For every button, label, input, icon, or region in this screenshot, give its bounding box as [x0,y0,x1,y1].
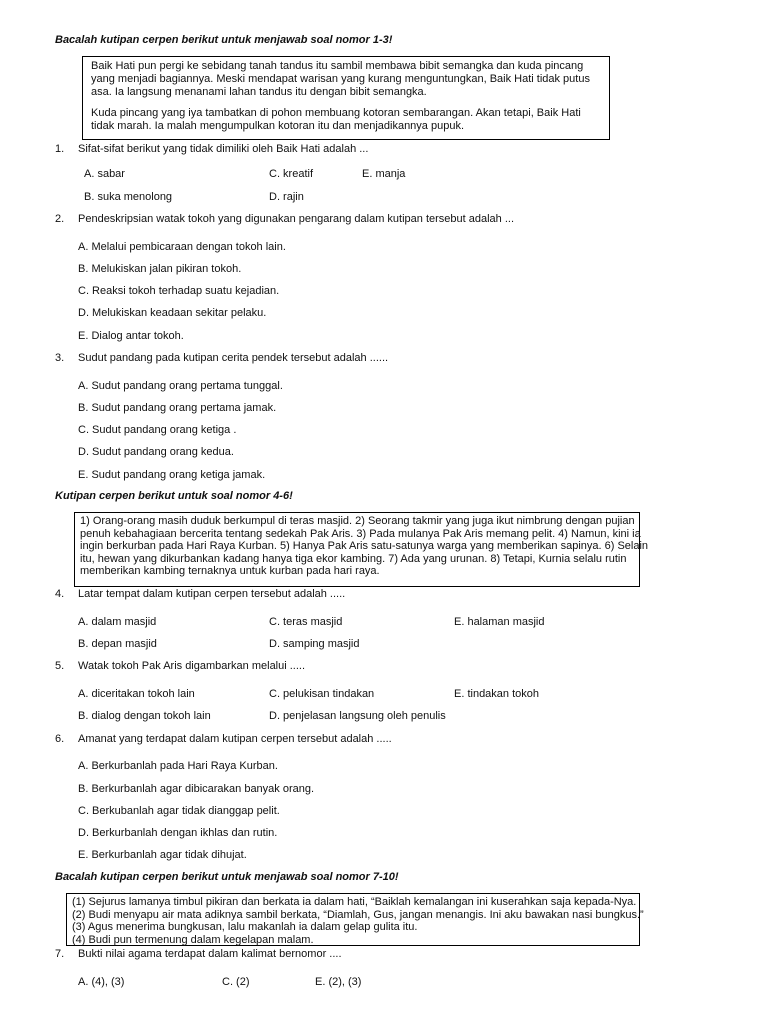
question-text: Bukti nilai agama terdapat dalam kalimat bernomor .... [78,948,342,960]
option-e[interactable]: E. Berkurbanlah agar tidak dihujat. [78,849,247,861]
option-b[interactable]: B. suka menolong [84,191,173,203]
option-c[interactable]: C. (2) [222,976,250,988]
option-c[interactable]: C. kreatif [269,168,314,180]
option-b[interactable]: B. depan masjid [78,638,157,650]
option-d[interactable]: D. Berkurbanlah dengan ikhlas dan rutin. [78,827,278,839]
option-c[interactable]: C. Berkubanlah agar tidak dianggap pelit. [78,805,280,817]
option-b[interactable]: B. Melukiskan jalan pikiran tokoh. [78,263,242,275]
option-a[interactable]: A. Melalui pembicaraan dengan tokoh lain. [78,241,286,253]
question-text: Sifat-sifat berikut yang tidak dimiliki oleh Baik Hati adalah ... [78,143,369,155]
section-heading-2: Kutipan cerpen berikut untuk soal nomor 4-6! [55,490,293,502]
option-e[interactable]: E. Dialog antar tokoh. [78,330,184,342]
passage-box-3 [66,893,644,946]
question-number: 4. [55,588,65,600]
option-e[interactable]: E. manja [362,168,406,180]
passage-line: ingin berkurban pada Hari Raya Kurban. 5) Hanya Pak Aris satu-satunya warga yang memberikan sapinya. 6) Selain [80,540,649,552]
question-text: Latar tempat dalam kutipan cerpen tersebut adalah ..... [78,588,346,600]
option-d[interactable]: D. Melukiskan keadaan sekitar pelaku. [78,307,267,319]
passage-paragraph: Kuda pincang yang iya tambatkan di pohon membuang kotoran sembarangan. Akan tetapi, Baik Hati tidak marah. Ia malah mengumpulkan kotoran itu dan menjadikannya pupuk. [91,107,581,132]
passage-line: itu, hewan yang dikurbankan kadang hanya tiga ekor kambing. 7) Ada yang urunan. 8) Tetapi, Kurnia selalu rutin [80,552,627,565]
option-a[interactable]: A. diceritakan tokoh lain [78,688,195,700]
option-e[interactable]: E. tindakan tokoh [454,688,540,700]
option-d[interactable]: D. rajin [269,191,304,203]
option-d[interactable]: D. penjelasan langsung oleh penulis [269,710,446,722]
option-c[interactable]: C. Sudut pandang orang ketiga . [78,424,237,436]
option-d[interactable]: D. samping masjid [269,638,360,650]
option-c[interactable]: C. Reaksi tokoh terhadap suatu kejadian. [78,285,280,297]
option-e[interactable]: E. (2), (3) [315,976,362,988]
passage-line: 1) Orang-orang masih duduk berkumpul di teras masjid. 2) Seorang takmir yang juga ikut nimbrung dengan pujian [80,515,635,527]
option-e[interactable]: E. halaman masjid [454,616,545,628]
option-a[interactable]: A. Sudut pandang orang pertama tunggal. [78,380,283,392]
question-text: Amanat yang terdapat dalam kutipan cerpen tersebut adalah ..... [78,733,392,745]
option-e[interactable]: E. Sudut pandang orang ketiga jamak. [78,469,266,481]
option-b[interactable]: B. Sudut pandang orang pertama jamak. [78,402,277,414]
option-a[interactable]: A. dalam masjid [78,616,157,628]
option-c[interactable]: C. pelukisan tindakan [269,688,375,700]
option-d[interactable]: D. Sudut pandang orang kedua. [78,446,234,458]
question-text: Pendeskripsian watak tokoh yang digunakan pengarang dalam kutipan tersebut adalah ... [78,213,515,225]
option-a[interactable]: A. Berkurbanlah pada Hari Raya Kurban. [78,760,278,772]
question-number: 1. [55,143,65,155]
question-number: 6. [55,733,65,745]
option-b[interactable]: B. Berkurbanlah agar dibicarakan banyak orang. [78,783,315,795]
option-b[interactable]: B. dialog dengan tokoh lain [78,710,211,722]
passage-box-2 [74,512,649,587]
question-number: 2. [55,213,65,225]
passage-line: (1) Sejurus lamanya timbul pikiran dan berkata ia dalam hati, “Baiklah kemalangan ini kuserahkan saja kepada-Nya. [72,896,637,908]
question-number: 7. [55,948,65,960]
question-text: Sudut pandang pada kutipan cerita pendek tersebut adalah ...... [78,352,389,364]
question-number: 3. [55,352,65,364]
question-number: 5. [55,660,65,672]
option-a[interactable]: A. sabar [84,168,125,180]
section-heading-3: Bacalah kutipan cerpen berikut untuk menjawab soal nomor 7-10! [55,871,399,883]
passage-paragraph: Baik Hati pun pergi ke sebidang tanah tandus itu sambil membawa bibit semangka dan kuda pincang yang menjadi bagiannya. Meski mendapat warisan yang kurang menguntungkan, Baik Hati tidak putus asa. Ia langsung menanami lahan tandus itu dengan bibit semangka. [91,60,590,98]
passage-line: (2) Budi menyapu air mata adiknya sambil berkata, “Diamlah, Gus, jangan menangis. Ini aku bawakan nasi bungkus.” [72,908,644,921]
passage-line: penuh kebahagiaan bercerita tentang sedekah Pak Aris. 3) Pada mulanya Pak Aris memang pelit. 4) Namun, kini ia [80,527,641,540]
section-heading-1: Bacalah kutipan cerpen berikut untuk menjawab soal nomor 1-3! [55,34,393,46]
passage-line: memberikan kambing ternaknya untuk kurban pada hari raya. [80,565,380,577]
option-c[interactable]: C. teras masjid [269,616,343,628]
passage-line: (4) Budi pun termenung dalam kegelapan malam. [72,933,314,946]
option-a[interactable]: A. (4), (3) [78,976,125,988]
passage-line: (3) Agus menerima bungkusan, lalu makanlah ia dalam gelap gulita itu. [72,921,418,933]
question-text: Watak tokoh Pak Aris digambarkan melalui ..... [78,660,306,672]
passage-box-1 [82,56,610,140]
